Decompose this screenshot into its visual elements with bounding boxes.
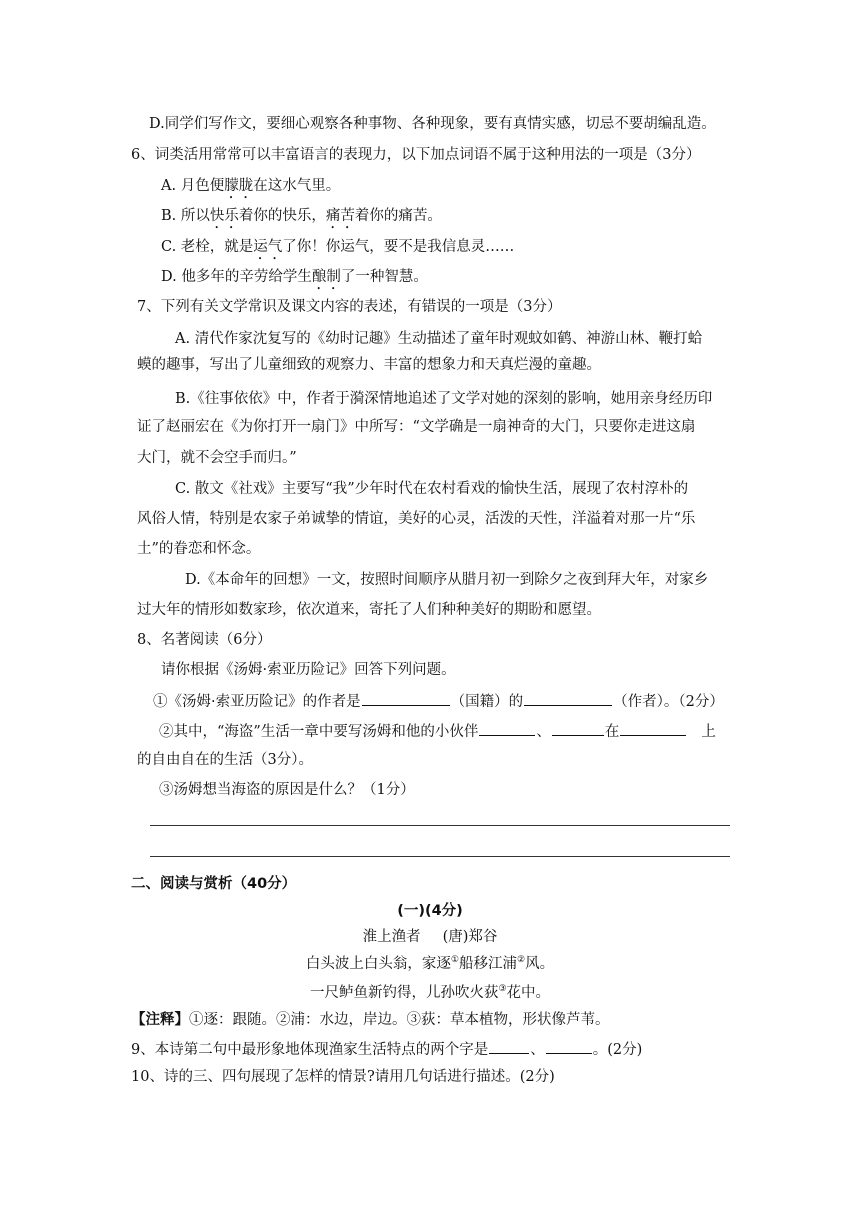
poem-line-1: 白头波上白头翁，家逐①船移江浦②风。 — [305, 955, 555, 972]
q6-stem: 6、词类活用常常可以丰富语言的表现力，以下加点词语不属于这种用法的一项是（3分） — [131, 147, 701, 163]
q7-option-c-line1: C. 散文《社戏》主要写“我”少年时代在农村看戏的愉快生活，展现了农村淳朴的 — [175, 481, 689, 497]
answer-line-2[interactable] — [150, 856, 730, 857]
q7-option-b-line2: 证了赵丽宏在《为你打开一扇门》中所写：“文学确是一扇神奇的大门，只要你走进这扇 — [137, 419, 696, 435]
q6-option-d: D. 他多年的辛劳给学生酿制了一种智慧。 — [161, 269, 428, 285]
q7-option-b-line1: B.《往事依依》中，作者于漪深情地追述了文学对她的深刻的影响，她用亲身经历印 — [175, 391, 713, 407]
notes-label: 【注释】 — [131, 1012, 189, 1028]
q7-option-a-line2: 蟆的趣事，写出了儿童细致的观察力、丰富的想象力和天真烂漫的童趣。 — [137, 357, 601, 373]
answer-blank-place[interactable] — [620, 720, 686, 736]
answer-blank-author[interactable] — [524, 690, 612, 706]
section2-heading: 二、阅读与赏析（40分） — [131, 876, 297, 892]
q8-stem: 8、名著阅读（6分） — [137, 632, 272, 648]
q6-option-c: C. 老栓，就是运气了你！你运气，要不是我信息灵…… — [161, 239, 515, 255]
q8-sub3: ③汤姆想当海盗的原因是什么？（1分） — [159, 782, 415, 798]
poem-author: (唐)郑谷 — [442, 929, 498, 945]
answer-blank-friend1[interactable] — [479, 720, 535, 736]
answer-line-1[interactable] — [150, 825, 730, 826]
q9: 9、本诗第二句中最形象地体现渔家生活特点的两个字是 、 。(2分) — [131, 1038, 642, 1060]
poem-title: 淮上渔者 — [362, 929, 421, 945]
q7-option-c-line3: 土”的眷恋和怀念。 — [137, 541, 261, 557]
section2-part1-heading: (一)(4分) — [397, 903, 463, 919]
q8-intro: 请你根据《汤姆·索亚历险记》回答下列问题。 — [161, 662, 456, 678]
q6-option-b: B. 所以快乐着你的快乐，痛苦着你的痛苦。 — [161, 208, 442, 224]
answer-blank-nationality[interactable] — [362, 690, 450, 706]
q7-option-b-line3: 大门，就不会空手而归。” — [137, 450, 297, 466]
q8-sub2: ②其中，“海盗”生活一章中要写汤姆和他的小伙伴 、 在 上 — [159, 720, 716, 742]
q7-option-d-line2: 过大年的情形如数家珍，依次道来，寄托了人们种种美好的期盼和愿望。 — [137, 602, 601, 618]
poem-notes — [131, 1010, 610, 1030]
q7-option-d-line1: D.《本命年的回想》一文，按照时间顺序从腊月初一到除夕之夜到拜大年，对家乡 — [185, 572, 709, 588]
q10: 10、诗的三、四句展现了怎样的情景?请用几句话进行描述。(2分) — [131, 1069, 555, 1085]
answer-blank-q9-1[interactable] — [489, 1038, 529, 1054]
q7-stem: 7、下列有关文学常识及课文内容的表述，有错误的一项是（3分） — [137, 299, 562, 315]
q8-sub2-line2: 的自由自在的生活（3分）。 — [137, 752, 313, 768]
answer-blank-friend2[interactable] — [552, 720, 604, 736]
poem-header — [0, 927, 860, 947]
notes-text: ①逐：跟随。②浦：水边，岸边。③荻：草本植物，形状像芦苇。 — [189, 1012, 610, 1028]
answer-blank-q9-2[interactable] — [546, 1038, 592, 1054]
q7-option-c-line2: 风俗人情，特别是农家子弟诚挚的情谊，美好的心灵，活泼的天性，洋溢着对那一片“乐 — [137, 511, 696, 527]
q8-sub1: ①《汤姆·索亚历险记》的作者是 （国籍）的 （作者）。（2分） — [153, 690, 724, 712]
q6-option-a: A. 月色便朦胧在这水气里。 — [161, 178, 341, 194]
q5-option-d: D.同学们写作文，要细心观察各种事物、各种现象，要有真情实感，切忌不要胡编乱造。 — [149, 116, 716, 132]
q7-option-a-line1: A. 清代作家沈复写的《幼时记趣》生动描述了童年时观蚊如鹤、神游山林、鞭打蛤 — [175, 331, 703, 347]
poem-line-2: 一尺鲈鱼新钓得，儿孙吹火荻③花中。 — [309, 984, 551, 1001]
